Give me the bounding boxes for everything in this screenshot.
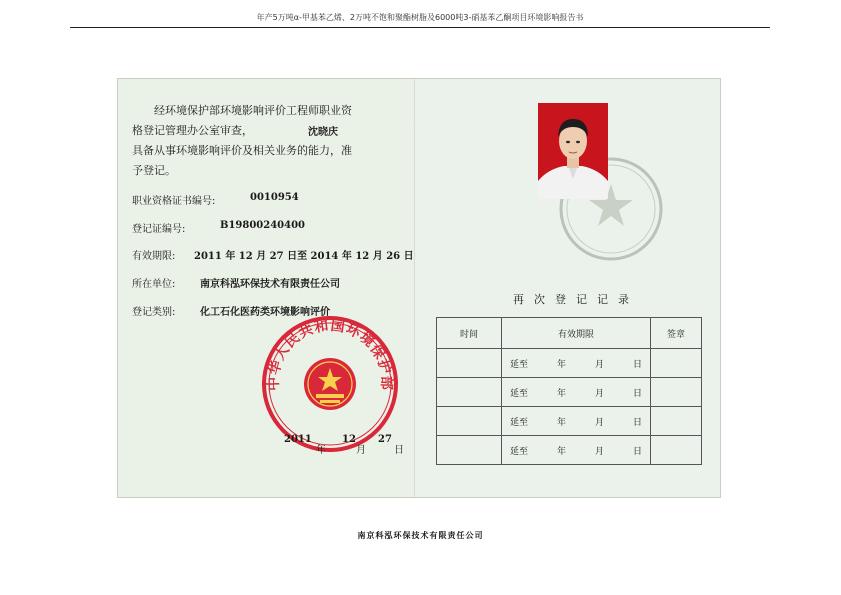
cell-validity <box>502 349 651 378</box>
row-year: 年 <box>556 446 566 457</box>
registration-title: 再次登记记录 <box>513 293 639 306</box>
cert-statement-line1: 经环境保护部环境影响评价工程师职业资 <box>154 104 352 117</box>
table-row <box>437 349 702 378</box>
cell-time <box>437 407 502 436</box>
field-organization <box>132 275 340 290</box>
seal-month-unit: 月 <box>356 445 366 456</box>
field-label: 所在单位: <box>132 279 176 290</box>
seal-ring-text: 中华人民共和国环境保护部 <box>265 317 395 391</box>
field-value: 0010954 <box>250 192 299 203</box>
row-year: 年 <box>556 359 566 370</box>
field-qualification-no <box>132 192 299 207</box>
field-registration-no <box>132 220 305 235</box>
table-row <box>437 436 702 465</box>
cert-statement <box>132 101 402 181</box>
seal-year: 2011 <box>284 434 312 445</box>
renewal-table <box>436 317 702 465</box>
certificate <box>117 78 721 498</box>
header-rule <box>70 27 770 28</box>
cell-stamp <box>651 349 702 378</box>
cell-validity <box>502 378 651 407</box>
cell-validity <box>502 436 651 465</box>
cell-stamp <box>651 436 702 465</box>
cell-time <box>437 349 502 378</box>
row-day: 日 <box>632 388 642 399</box>
row-month: 月 <box>594 446 604 457</box>
certificate-right-page <box>416 79 720 497</box>
row-year: 年 <box>556 388 566 399</box>
table-row <box>437 378 702 407</box>
holder-photo <box>538 103 608 199</box>
field-category <box>132 303 330 318</box>
document-footer: 南京科泓环保技术有限责任公司 <box>357 530 484 540</box>
seal-day-unit: 日 <box>394 445 404 456</box>
field-value: 化工石化医药类环境影响评价 <box>200 307 330 318</box>
document-header: 年产5万吨α-甲基苯乙烯、2万吨不饱和聚酯树脂及6000吨3-硝基苯乙酮项目环境影响报告书 <box>256 13 584 22</box>
field-validity <box>132 247 414 262</box>
row-prefix: 延至 <box>510 388 529 399</box>
holder-name: 沈晓庆 <box>308 127 338 138</box>
cell-stamp <box>651 378 702 407</box>
cert-statement-line4: 予登记。 <box>132 164 176 177</box>
row-day: 日 <box>632 417 642 428</box>
cert-statement-line3: 具备从事环境影响评价及相关业务的能力，准 <box>132 144 352 157</box>
cell-time <box>437 436 502 465</box>
row-month: 月 <box>594 388 604 399</box>
row-prefix: 延至 <box>510 446 529 457</box>
table-header-row <box>437 318 702 349</box>
field-value: 2011 年 12 月 27 日至 2014 年 12 月 26 日 <box>194 251 414 262</box>
cell-time <box>437 378 502 407</box>
table-row <box>437 407 702 436</box>
header-time: 时间 <box>437 318 502 349</box>
row-day: 日 <box>632 446 642 457</box>
field-value: B19800240400 <box>220 220 305 231</box>
field-label: 登记类别: <box>132 307 176 318</box>
row-month: 月 <box>594 417 604 428</box>
header-stamp: 签章 <box>651 318 702 349</box>
cell-stamp <box>651 407 702 436</box>
portrait-icon <box>538 103 608 199</box>
row-year: 年 <box>556 417 566 428</box>
row-prefix: 延至 <box>510 359 529 370</box>
row-month: 月 <box>594 359 604 370</box>
seal-year-unit: 年 <box>316 445 326 456</box>
header-validity: 有效期限 <box>502 318 651 349</box>
cell-validity <box>502 407 651 436</box>
field-label: 有效期限: <box>132 251 176 262</box>
field-label: 职业资格证书编号: <box>132 196 216 207</box>
official-seal-icon <box>260 314 400 454</box>
field-value: 南京科泓环保技术有限责任公司 <box>200 279 340 290</box>
seal-day: 27 <box>378 434 392 445</box>
row-prefix: 延至 <box>510 417 529 428</box>
certificate-left-page <box>118 79 416 497</box>
cert-statement-line2: 格登记管理办公室审查， <box>132 124 253 137</box>
seal-month: 12 <box>342 434 356 445</box>
row-day: 日 <box>632 359 642 370</box>
field-label: 登记证编号: <box>132 224 186 235</box>
